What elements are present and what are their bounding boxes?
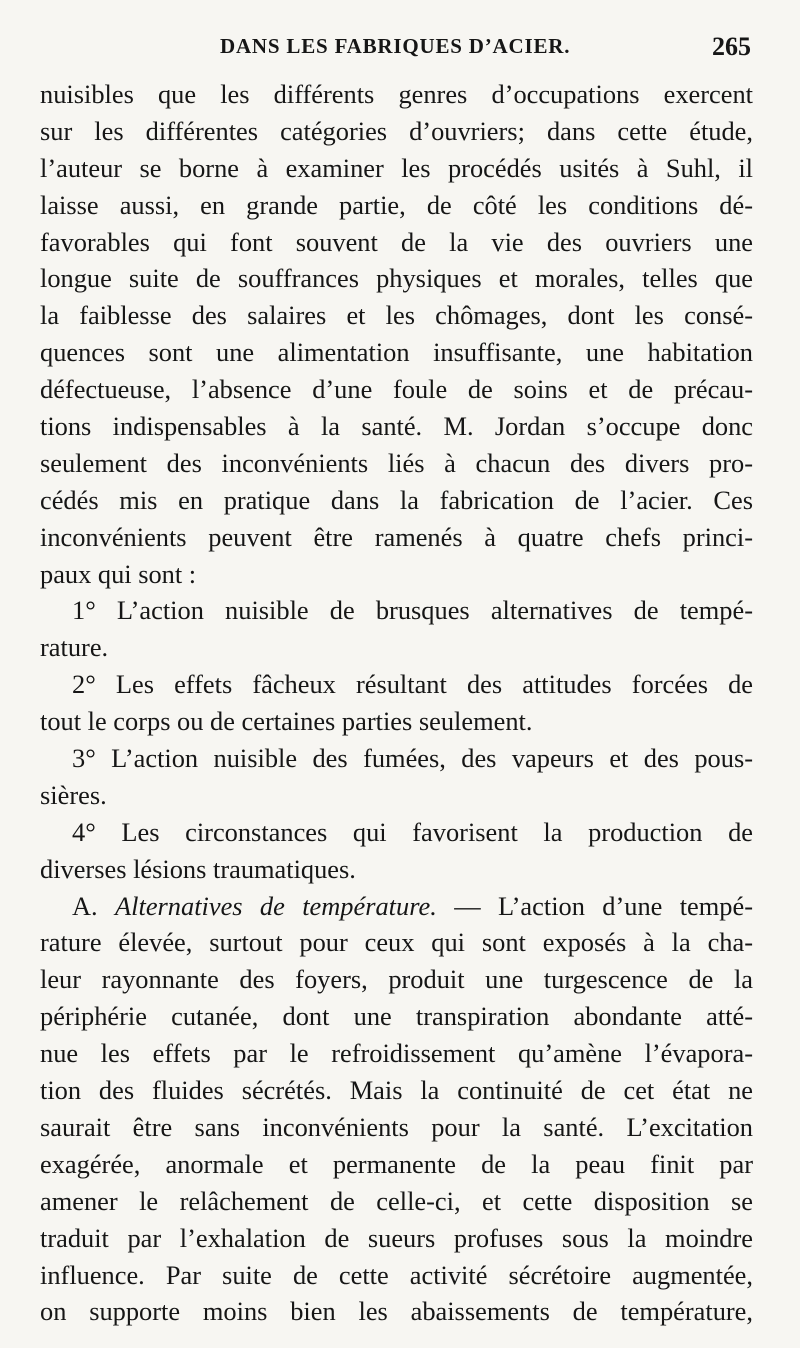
text-line: tions indispensables à la santé. M. Jordan s’occupe donc (40, 411, 753, 442)
text-line: influence. Par suite de cette activité sécrétoire augmentée, (40, 1259, 753, 1290)
text-line: paux qui sont : (40, 558, 197, 589)
section-a-label: A. (72, 890, 98, 921)
text-line: favorables qui font souvent de la vie des ouvriers une (40, 226, 753, 257)
list-item-3-line-2: sières. (40, 779, 107, 810)
list-item-4-line-2: diverses lésions traumatiques. (40, 853, 356, 884)
text-line: quences sont une alimentation insuffisante, une habitation (40, 337, 753, 368)
text-line: longue suite de souffrances physiques et morales, telles que (40, 263, 753, 294)
list-item-1-line-1: 1° L’action nuisible de brusques alternatives de tempé- (72, 595, 753, 626)
body-text (40, 76, 753, 1330)
list-item-2-line-1: 2° Les effets fâcheux résultant des attitudes forcées de (72, 669, 753, 700)
text-line: sur les différentes catégories d’ouvriers; dans cette étude, (40, 115, 753, 146)
text-line: amener le relâchement de celle-ci, et cette disposition se (40, 1185, 753, 1216)
section-a-opening-text: — L’action d’une tempé- (454, 890, 753, 921)
text-line: la faiblesse des salaires et les chômages, dont les consé- (40, 300, 753, 331)
section-a-first-line (40, 888, 753, 925)
text-line: nuisibles que les différents genres d’occupations exercent (40, 79, 753, 109)
text-line: leur rayonnante des foyers, produit une turgescence de la (40, 964, 753, 995)
list-item-3-line-1: 3° L’action nuisible des fumées, des vapeurs et des pous- (72, 743, 753, 774)
text-line: périphérie cutanée, dont une transpiration abondante atté- (40, 1001, 753, 1032)
text-line: inconvénients peuvent être ramenés à quatre chefs princi- (40, 521, 753, 552)
text-line: saurait être sans inconvénients pour la santé. L’excitation (40, 1111, 753, 1142)
list-item-2-line-2: tout le corps ou de certaines parties seulement. (40, 706, 533, 737)
running-head (40, 34, 755, 66)
list-item-1-line-2: rature. (40, 632, 109, 663)
text-line: rature élevée, surtout pour ceux qui sont exposés à la cha- (40, 927, 753, 958)
page-number: 265 (712, 32, 751, 61)
text-line: traduit par l’exhalation de sueurs profuses sous la moindre (40, 1222, 753, 1253)
text-line: tion des fluides sécrétés. Mais la continuité de cet état ne (40, 1075, 753, 1106)
list-item-4-line-1: 4° Les circonstances qui favorisent la production de (72, 816, 753, 847)
text-line: exagérée, anormale et permanente de la peau finit par (40, 1148, 753, 1179)
text-line: nue les effets par le refroidissement qu’amène l’évapora- (40, 1038, 753, 1069)
text-line: défectueuse, l’absence d’une foule de soins et de précau- (40, 374, 753, 405)
text-line: laisse aussi, en grande partie, de côté les conditions dé- (40, 189, 753, 220)
text-line: l’auteur se borne à examiner les procédés usités à Suhl, il (40, 152, 753, 183)
text-line: on supporte moins bien les abaissements de température, (40, 1296, 753, 1327)
text-line: cédés mis en pratique dans la fabrication de l’acier. Ces (40, 484, 753, 515)
section-a-heading: Alternatives de température. (115, 890, 437, 921)
running-title: DANS LES FABRIQUES D’ACIER. (220, 34, 571, 58)
text-line: seulement des inconvénients liés à chacun des divers pro- (40, 447, 753, 478)
